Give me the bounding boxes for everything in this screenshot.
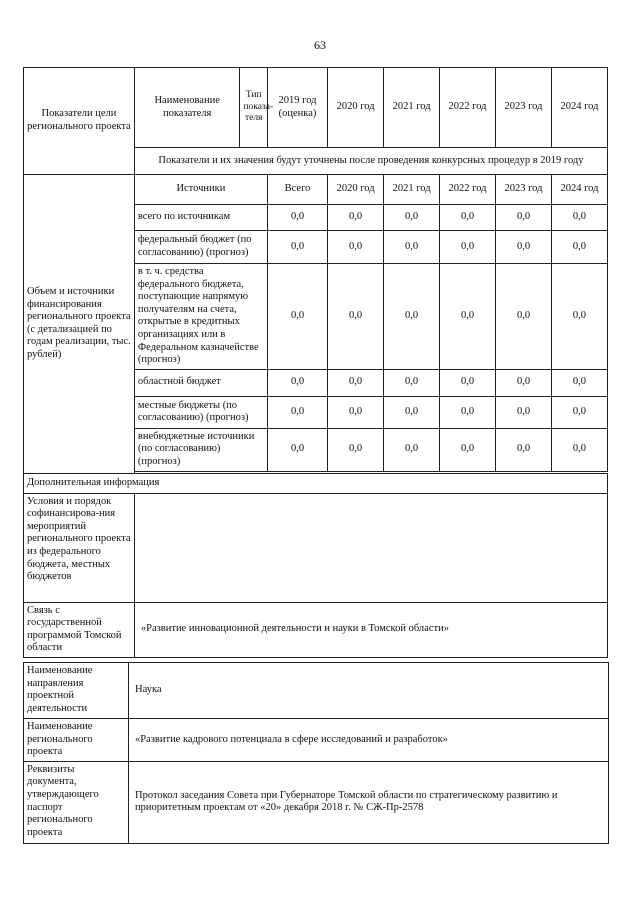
passport-table-main — [23, 67, 608, 658]
source-value: 0,0 — [440, 231, 496, 264]
year-header-2019: 2019 год (оценка) — [267, 68, 327, 148]
indicators-note: Показатели и их значения будут уточнены после проведения конкурсных процедур в 2019 году — [134, 148, 607, 175]
document-details-value: Протокол заседания Совета при Губернаторе Томской области по стратегическому развитию и приоритетным проектам от «20» декабря 2018 г. № СЖ-Пр-2578 — [129, 761, 609, 843]
source-value: 0,0 — [496, 231, 552, 264]
source-value: 0,0 — [384, 231, 440, 264]
source-value: 0,0 — [551, 396, 607, 428]
cofinancing-label: Условия и порядок софинансирова-ния мероприятий регионального проекта из федерального бюджета, местных бюджетов — [24, 493, 135, 602]
document-details-label: Реквизиты документа, утверждающего паспорт регионального проекта — [24, 761, 129, 843]
cofinancing-value — [134, 493, 607, 602]
source-value: 0,0 — [496, 428, 552, 471]
source-value: 0,0 — [440, 396, 496, 428]
page-number: 63 — [314, 38, 326, 52]
source-label: всего по источникам — [134, 205, 267, 231]
source-value: 0,0 — [328, 369, 384, 396]
source-value: 0,0 — [384, 428, 440, 471]
year-header-2024: 2024 год — [551, 68, 607, 148]
source-value-total: 0,0 — [267, 231, 327, 264]
source-value-total: 0,0 — [267, 205, 327, 231]
source-value-total: 0,0 — [267, 264, 327, 370]
source-label: в т. ч. средства федерального бюджета, поступающие напрямую получателям на счета, открытые в кредитных организациях или в Федеральном казначействе (прогноз) — [134, 264, 267, 370]
source-label: федеральный бюджет (по согласованию) (прогноз) — [134, 231, 267, 264]
source-value-total: 0,0 — [267, 369, 327, 396]
source-label: местные бюджеты (по согласованию) (прогноз) — [134, 396, 267, 428]
year-header-2022: 2022 год — [440, 68, 496, 148]
source-value: 0,0 — [551, 428, 607, 471]
source-value: 0,0 — [551, 264, 607, 370]
source-value: 0,0 — [328, 428, 384, 471]
source-value-total: 0,0 — [267, 428, 327, 471]
total-header: Всего — [267, 175, 327, 205]
state-program-label: Связь с государственной программой Томской области — [24, 602, 135, 657]
year-header-2020: 2020 год — [328, 68, 384, 148]
source-value: 0,0 — [328, 264, 384, 370]
state-program-value: «Развитие инновационной деятельности и науки в Томской области» — [134, 602, 607, 657]
passport-table-secondary — [23, 662, 609, 844]
indicator-name-header: Наименование показателя — [134, 68, 240, 148]
source-value: 0,0 — [551, 231, 607, 264]
source-value: 0,0 — [496, 264, 552, 370]
project-name-label: Наименование регионального проекта — [24, 719, 129, 762]
source-value: 0,0 — [328, 231, 384, 264]
direction-label: Наименование направления проектной деятельности — [24, 663, 129, 719]
source-label: внебюджетные источники (по согласованию) (прогноз) — [134, 428, 267, 471]
source-value: 0,0 — [328, 205, 384, 231]
source-value: 0,0 — [551, 205, 607, 231]
source-value: 0,0 — [440, 205, 496, 231]
project-name-value: «Развитие кадрового потенциала в сфере исследований и разработок» — [129, 719, 609, 762]
indicator-type-header: Тип показа-теля — [240, 68, 267, 148]
fin-year-header-2022: 2022 год — [440, 175, 496, 205]
direction-value: Наука — [129, 663, 609, 719]
source-value: 0,0 — [384, 205, 440, 231]
sources-header: Источники — [134, 175, 267, 205]
source-value: 0,0 — [496, 396, 552, 428]
financing-label: Объем и источники финансирования регионального проекта (с детализацией по годам реализации, тыс. рублей) — [24, 175, 135, 474]
fin-year-header-2024: 2024 год — [551, 175, 607, 205]
source-value: 0,0 — [496, 205, 552, 231]
fin-year-header-2023: 2023 год — [496, 175, 552, 205]
source-value: 0,0 — [496, 369, 552, 396]
goal-indicators-label: Показатели цели регионального проекта — [24, 68, 135, 175]
year-header-2021: 2021 год — [384, 68, 440, 148]
source-value: 0,0 — [384, 264, 440, 370]
source-value: 0,0 — [440, 369, 496, 396]
year-header-2023: 2023 год — [496, 68, 552, 148]
source-label: областной бюджет — [134, 369, 267, 396]
source-value: 0,0 — [440, 428, 496, 471]
source-value: 0,0 — [328, 396, 384, 428]
fin-year-header-2021: 2021 год — [384, 175, 440, 205]
source-value: 0,0 — [551, 369, 607, 396]
additional-info-heading: Дополнительная информация — [24, 473, 608, 493]
source-value-total: 0,0 — [267, 396, 327, 428]
source-value: 0,0 — [384, 369, 440, 396]
source-value: 0,0 — [440, 264, 496, 370]
fin-year-header-2020: 2020 год — [328, 175, 384, 205]
source-value: 0,0 — [384, 396, 440, 428]
